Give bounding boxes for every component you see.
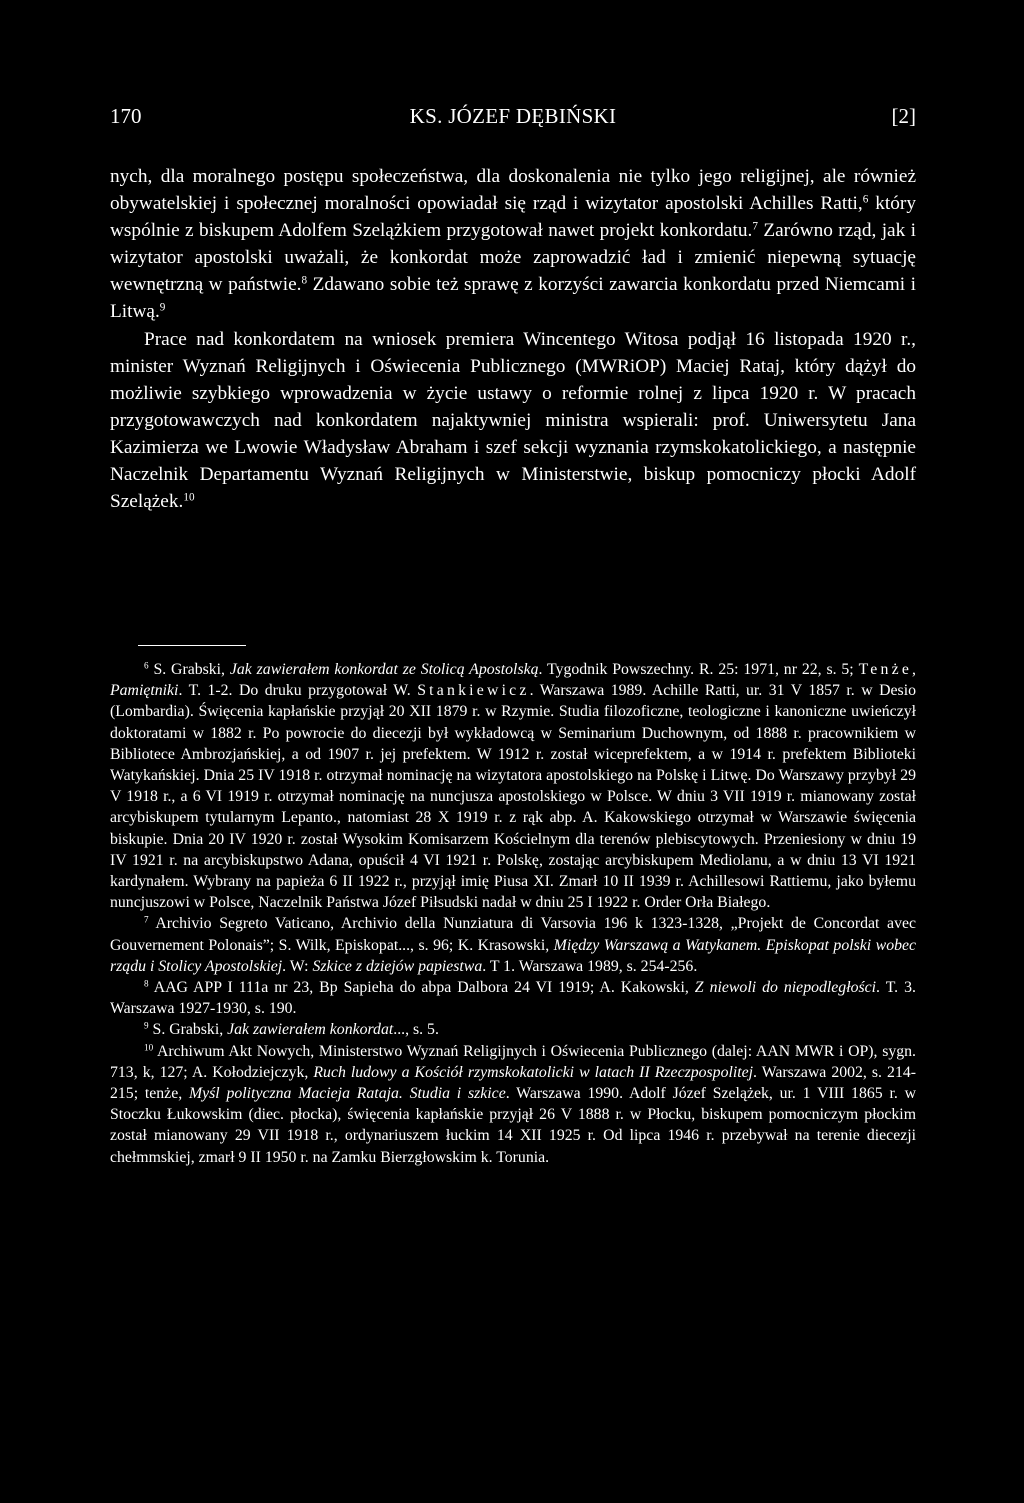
text-run: . Tygodnik Powszechny. R. 25: 1971, nr 22, s. 5;: [538, 661, 859, 678]
text-run: S. Grabski,: [148, 1021, 228, 1039]
italic-title: Szkice z dziejów papiestwa: [312, 957, 483, 975]
footnote-7: [110, 913, 916, 977]
paragraph: [110, 163, 916, 326]
text-run: ..., s. 5.: [393, 1021, 439, 1039]
text-run: nych, dla moralnego postępu społeczeństwa, dla doskonalenia nie tylko jego religijnej, ale również obywatelskiej i społecznej moralności opowiadał się rząd i wizytator apostolski Achilles Ratti,: [110, 166, 916, 215]
page-header: [110, 99, 916, 133]
footnote-ref: 7: [752, 220, 758, 233]
footnote-ref: 10: [183, 491, 195, 504]
text-run: Archiwum Akt Nowych, Ministerstwo Wyznań Religijnych i Oświecenia Publicznego (dalej: AAN MWR i OP), sygn. 713, k, 127; A. Kołodziejczyk,: [110, 1042, 916, 1081]
footnote-8: [110, 977, 916, 1019]
footnote-10: [110, 1041, 916, 1168]
footnote-number: 7: [144, 914, 149, 925]
text-run: ,: [912, 661, 916, 678]
text-run: S. Grabski,: [148, 661, 230, 678]
footnotes: [110, 659, 916, 1168]
footnote-9: [110, 1019, 916, 1040]
running-title: KS. JÓZEF DĘBIŃSKI: [409, 104, 617, 128]
text-run: Prace nad konkordatem na wniosek premiera Wincentego Witosa podjął 16 listopada 1920 r., minister Wyznań Religijnych i Oświecenia Publicznego (MWRiOP) Maciej Rataj, który dążył do możliwie szybkiego wprowadzenia w życie ustawy o reformie rolnej z lipca 1920 r. W pracach przygotowawczych nad konkordatem najaktywniej ministra wspierali: prof. Uniwersytetu Jana Kazimierza we Lwowie Władysław Abraham i szef sekcji wyznania rzymskokatolickiego, a następnie Naczelnik Departamentu Wyznań Religijnych w Ministerstwie, biskup pomocniczy płocki Adolf Szelążek.: [110, 328, 916, 513]
page-number: 170: [110, 104, 142, 128]
text-run: . Warszawa 1989. Achille Ratti, ur. 31 V 1857 r. w Desio (Lombardia). Święcenia kapłańskie przyjął 20 XII 1879 r. w Rzymie. Studia filozoficzne, teologiczne i kanoniczne uwieńczył doktoratami w 1882 r. Po powrocie do diecezji był wykładowcą w Seminarium Duchownym, od 1888 r. pracownikiem w Bibliotece Ambrozjańskiej, a od 1907 r. jej prefektem. W 1912 r. został wiceprefektem, a w 1914 r. prefektem Biblioteki Watykańskiej. Dnia 25 IV 1918 r. otrzymał nominację na wizytatora apostolskiego na Polskę i Litwę. Do Warszawy przybył 29 V 1918 r., a 6 VI 1919 r. otrzymał nominację na nuncjusza apostolskiego w Polsce. W dniu 3 VII 1919 r. mianowany został arcybiskupem tytularnym Lepanto., natomiast 28 X 1919 r. z rąk abp. A. Kakowskiego otrzymał w Warszawie święcenia biskupie. Dnia 20 IV 1920 r. został Wysokim Komisarzem Kościelnym dla terenów plebiscytowych. Przeniesiony w dniu 19 IV 1921 r. na arcybiskupstwo Adana, opuścił 4 VI 1921 r. Polskę, zostając arcybiskupem Mediolanu, a w dniu 13 VI 1921 kardynałem. Wybrany na papieża 6 II 1922 r., przyjął imię Piusa XI. Zmarł 10 II 1939 r. Achillesowi Rattiemu, jako byłemu nuncjuszowi w Polsce, Naczelnik Państwa Józef Piłsudski nadał w dniu 25 I 1922 r. Order Orła Białego.: [110, 682, 916, 912]
italic-title: Pamiętniki: [110, 682, 179, 700]
text-run: . W:: [282, 957, 313, 975]
spaced-name: Stankiewicz: [417, 682, 530, 700]
italic-title: Jak zawierałem konkordat ze Stolicą Apostolską: [229, 661, 539, 678]
footnote-6: [110, 659, 916, 913]
text-run: Zdawano sobie też sprawę z korzyści zawarcia konkordatu przed Niemcami i Litwą.: [110, 274, 916, 323]
text-run: który wspólnie z biskupem Adolfem Szelążkiem przygotował nawet projekt konkordatu.: [110, 193, 916, 242]
footnote-number: 9: [144, 1020, 149, 1031]
footnote-ref: 6: [862, 193, 869, 206]
paragraph: [110, 326, 916, 516]
footnote-separator: [138, 645, 246, 646]
text-run: . T. 1-2. Do druku przygotował W.: [178, 682, 418, 700]
italic-title: Między Warszawą a Watykanem. Episkopat polski wobec rządu i Stolicy Apostolskiej: [110, 936, 917, 975]
footnote-number: 10: [144, 1042, 154, 1053]
section-marker: [2]: [891, 104, 916, 128]
italic-title: Jak zawierałem konkordat: [227, 1021, 394, 1039]
text-run: . T 1. Warszawa 1989, s. 254-256.: [482, 957, 698, 975]
text-run: . T. 3. Warszawa 1927-1930, s. 190.: [110, 979, 916, 1018]
text-run: . Warszawa 2002, s. 214-215; tenże,: [110, 1063, 917, 1103]
text-run: Zarówno rząd, jak i wizytator apostolski uważali, że konkordat może zaprowadzić ład i zmienić niepewną sytuację wewnętrzną w państwie.: [110, 220, 917, 296]
text-run: . Warszawa 1990. Adolf Józef Szelążek, ur. 1 VIII 1865 r. w Stoczku Łukowskim (diec. płocka), święcenia kapłańskie przyjął 26 V 1888 r. w Płocku, biskupem pomocniczym płockim został mianowany 29 VII 1918 r., ordynariuszem łuckim 14 XII 1925 r. Od lipca 1946 r. przebywał na terenie diecezji chełmmskiej, zmarł 9 II 1950 r. na Zamku Bierzgłowskim k. Torunia.: [110, 1085, 916, 1166]
text-run: Archivio Segreto Vaticano, Archivio della Nunziatura di Varsovia 196 k 1323-1328, „Projekt de Concordat avec Gouvernement Polonais”; S. Wilk, Episkopat..., s. 96; K. Krasowski,: [110, 915, 916, 954]
italic-title: Z niewoli do niepodległości: [694, 979, 877, 997]
italic-title: Ruch ludowy a Kościół rzymskokatolicki w latach II Rzeczpospolitej: [313, 1063, 754, 1081]
footnote-number: 8: [144, 978, 149, 989]
spaced-name: Tenże: [858, 661, 913, 678]
text-run: AAG APP I 111a nr 23, Bp Sapieha do abpa Dalbora 24 VI 1919; A. Kakowski,: [148, 979, 695, 997]
main-text: [110, 163, 916, 515]
footnote-ref: 8: [301, 274, 308, 287]
footnote-ref: 9: [159, 301, 166, 314]
italic-title: Myśl polityczna Macieja Rataja. Studia i szkice: [188, 1085, 506, 1103]
footnote-number: 6: [144, 660, 149, 671]
